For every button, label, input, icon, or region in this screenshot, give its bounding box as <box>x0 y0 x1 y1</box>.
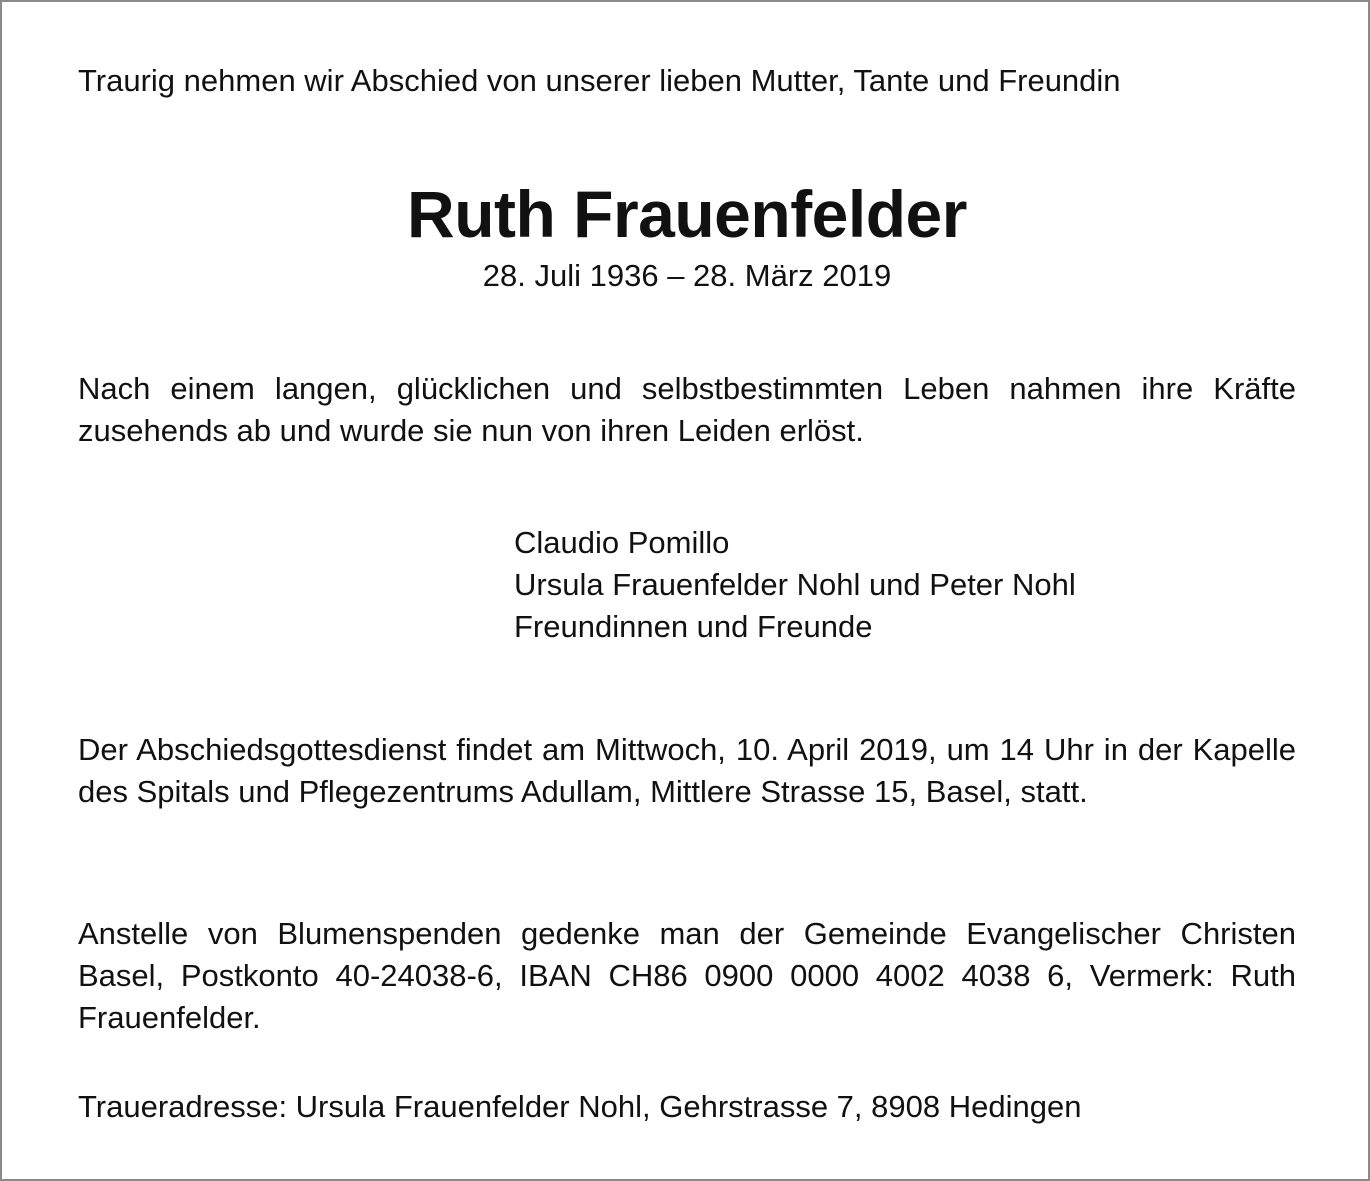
intro-line: Traurig nehmen wir Abschied von unserer lieben Mutter, Tante und Freundin <box>78 63 1121 98</box>
mourner-name: Ursula Frauenfelder Nohl und Peter Nohl <box>514 567 1076 602</box>
mourner-name: Claudio Pomillo <box>514 525 730 560</box>
deceased-name: Ruth Frauenfelder <box>407 177 967 251</box>
mourning-address: Traueradresse: Ursula Frauenfelder Nohl, Gehrstrasse 7, 8908 Hedingen <box>78 1089 1082 1124</box>
service-paragraph: Der Abschiedsgottesdienst findet am Mittwoch, 10. April 2019, um 14 Uhr in der Kapelle des Spitals und Pflegezentrums Adullam, Mittlere Strasse 15, Basel, statt. <box>78 732 1296 809</box>
farewell-paragraph: Nach einem langen, glücklichen und selbstbestimmten Leben nahmen ihre Kräfte zusehends ab und wurde sie nun von ihren Leiden erlöst. <box>78 371 1296 448</box>
mourner-name: Freundinnen und Freunde <box>514 609 873 644</box>
donation-paragraph: Anstelle von Blumenspenden gedenke man der Gemeinde Evangelischer Christen Basel, Postkonto 40-24038-6, IBAN CH86 0900 0000 4002 4038 6, Vermerk: Ruth Frauenfelder. <box>78 916 1296 1035</box>
mourners-list <box>514 522 1076 648</box>
life-dates: 28. Juli 1936 – 28. März 2019 <box>482 258 892 293</box>
